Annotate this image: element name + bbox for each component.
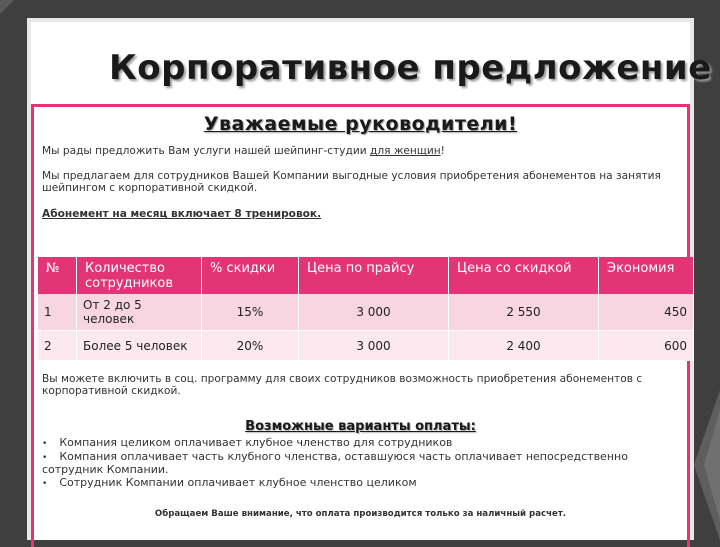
cell-discount-price: 2 550 [449, 294, 599, 331]
cell-discount: 15% [202, 294, 299, 331]
cell-number: 2 [38, 331, 77, 361]
header-savings: Экономия [599, 257, 694, 294]
table-row [38, 294, 694, 331]
cell-savings: 450 [599, 294, 694, 331]
social-paragraph: Вы можете включить в соц. программу для своих сотрудников возможность приобретения абонементов с корпоративной скидкой. [42, 373, 643, 397]
payment-option-text: Компания целиком оплачивает клубное членство для сотрудников [59, 436, 453, 449]
cell-list-price: 3 000 [299, 294, 449, 331]
corner-decoration [0, 0, 14, 14]
cell-employees: Более 5 человек [77, 331, 202, 361]
intro-text: Мы рады предложить Вам услуги нашей шейпинг-студии [42, 145, 371, 157]
subscription-note: Абонемент на месяц включает 8 тренировок. [42, 208, 322, 220]
cell-number: 1 [38, 294, 77, 331]
cell-employees: От 2 до 5 человек [77, 294, 202, 331]
page-title: Корпоративное предложение [109, 48, 712, 88]
bullet-icon: • [42, 478, 48, 489]
bullet-icon: • [42, 452, 48, 463]
intro-end: ! [440, 145, 445, 157]
header-discount: % скидки [202, 257, 299, 294]
slide [27, 18, 712, 540]
list-item [42, 451, 673, 477]
intro-underlined: для женщин [370, 145, 441, 157]
header-number: № [38, 257, 77, 294]
payment-option-text: Компания оплачивает часть клубного членства, оставшуюся часть оплачивает непосредственно сотрудник Компании. [42, 449, 628, 476]
list-item [42, 437, 673, 451]
cash-note: Обращаем Ваше внимание, что оплата производится только за наличный расчет. [154, 509, 567, 519]
table-header-row [38, 257, 694, 294]
cell-discount: 20% [202, 331, 299, 361]
offer-table [38, 257, 694, 361]
bullet-icon: • [42, 439, 48, 449]
payment-options-list [42, 437, 673, 490]
table-row [38, 331, 694, 361]
chevron-decoration-inner [704, 410, 720, 520]
title-area [31, 22, 712, 107]
cell-savings: 600 [599, 331, 694, 361]
cell-discount-price: 2 400 [449, 331, 599, 361]
payment-options-title: Возможные варианты оплаты: [245, 419, 476, 434]
list-item [42, 477, 673, 491]
slide-body [31, 107, 690, 547]
intro-paragraph [42, 145, 675, 157]
cell-list-price: 3 000 [299, 331, 449, 361]
header-list-price: Цена по прайсу [299, 257, 449, 294]
payment-option-text: Сотрудник Компании оплачивает клубное членство целиком [59, 475, 417, 489]
header-discount-price: Цена со скидкой [449, 257, 599, 294]
header-employees: Количество сотрудников [77, 257, 202, 294]
offer-paragraph: Мы предлагаем для сотрудников Вашей Компании выгодные условия приобретения абонементов на занятия шейпингом с корпоративной скидкой. [42, 170, 661, 194]
salutation: Уважаемые руководители! [203, 113, 518, 135]
